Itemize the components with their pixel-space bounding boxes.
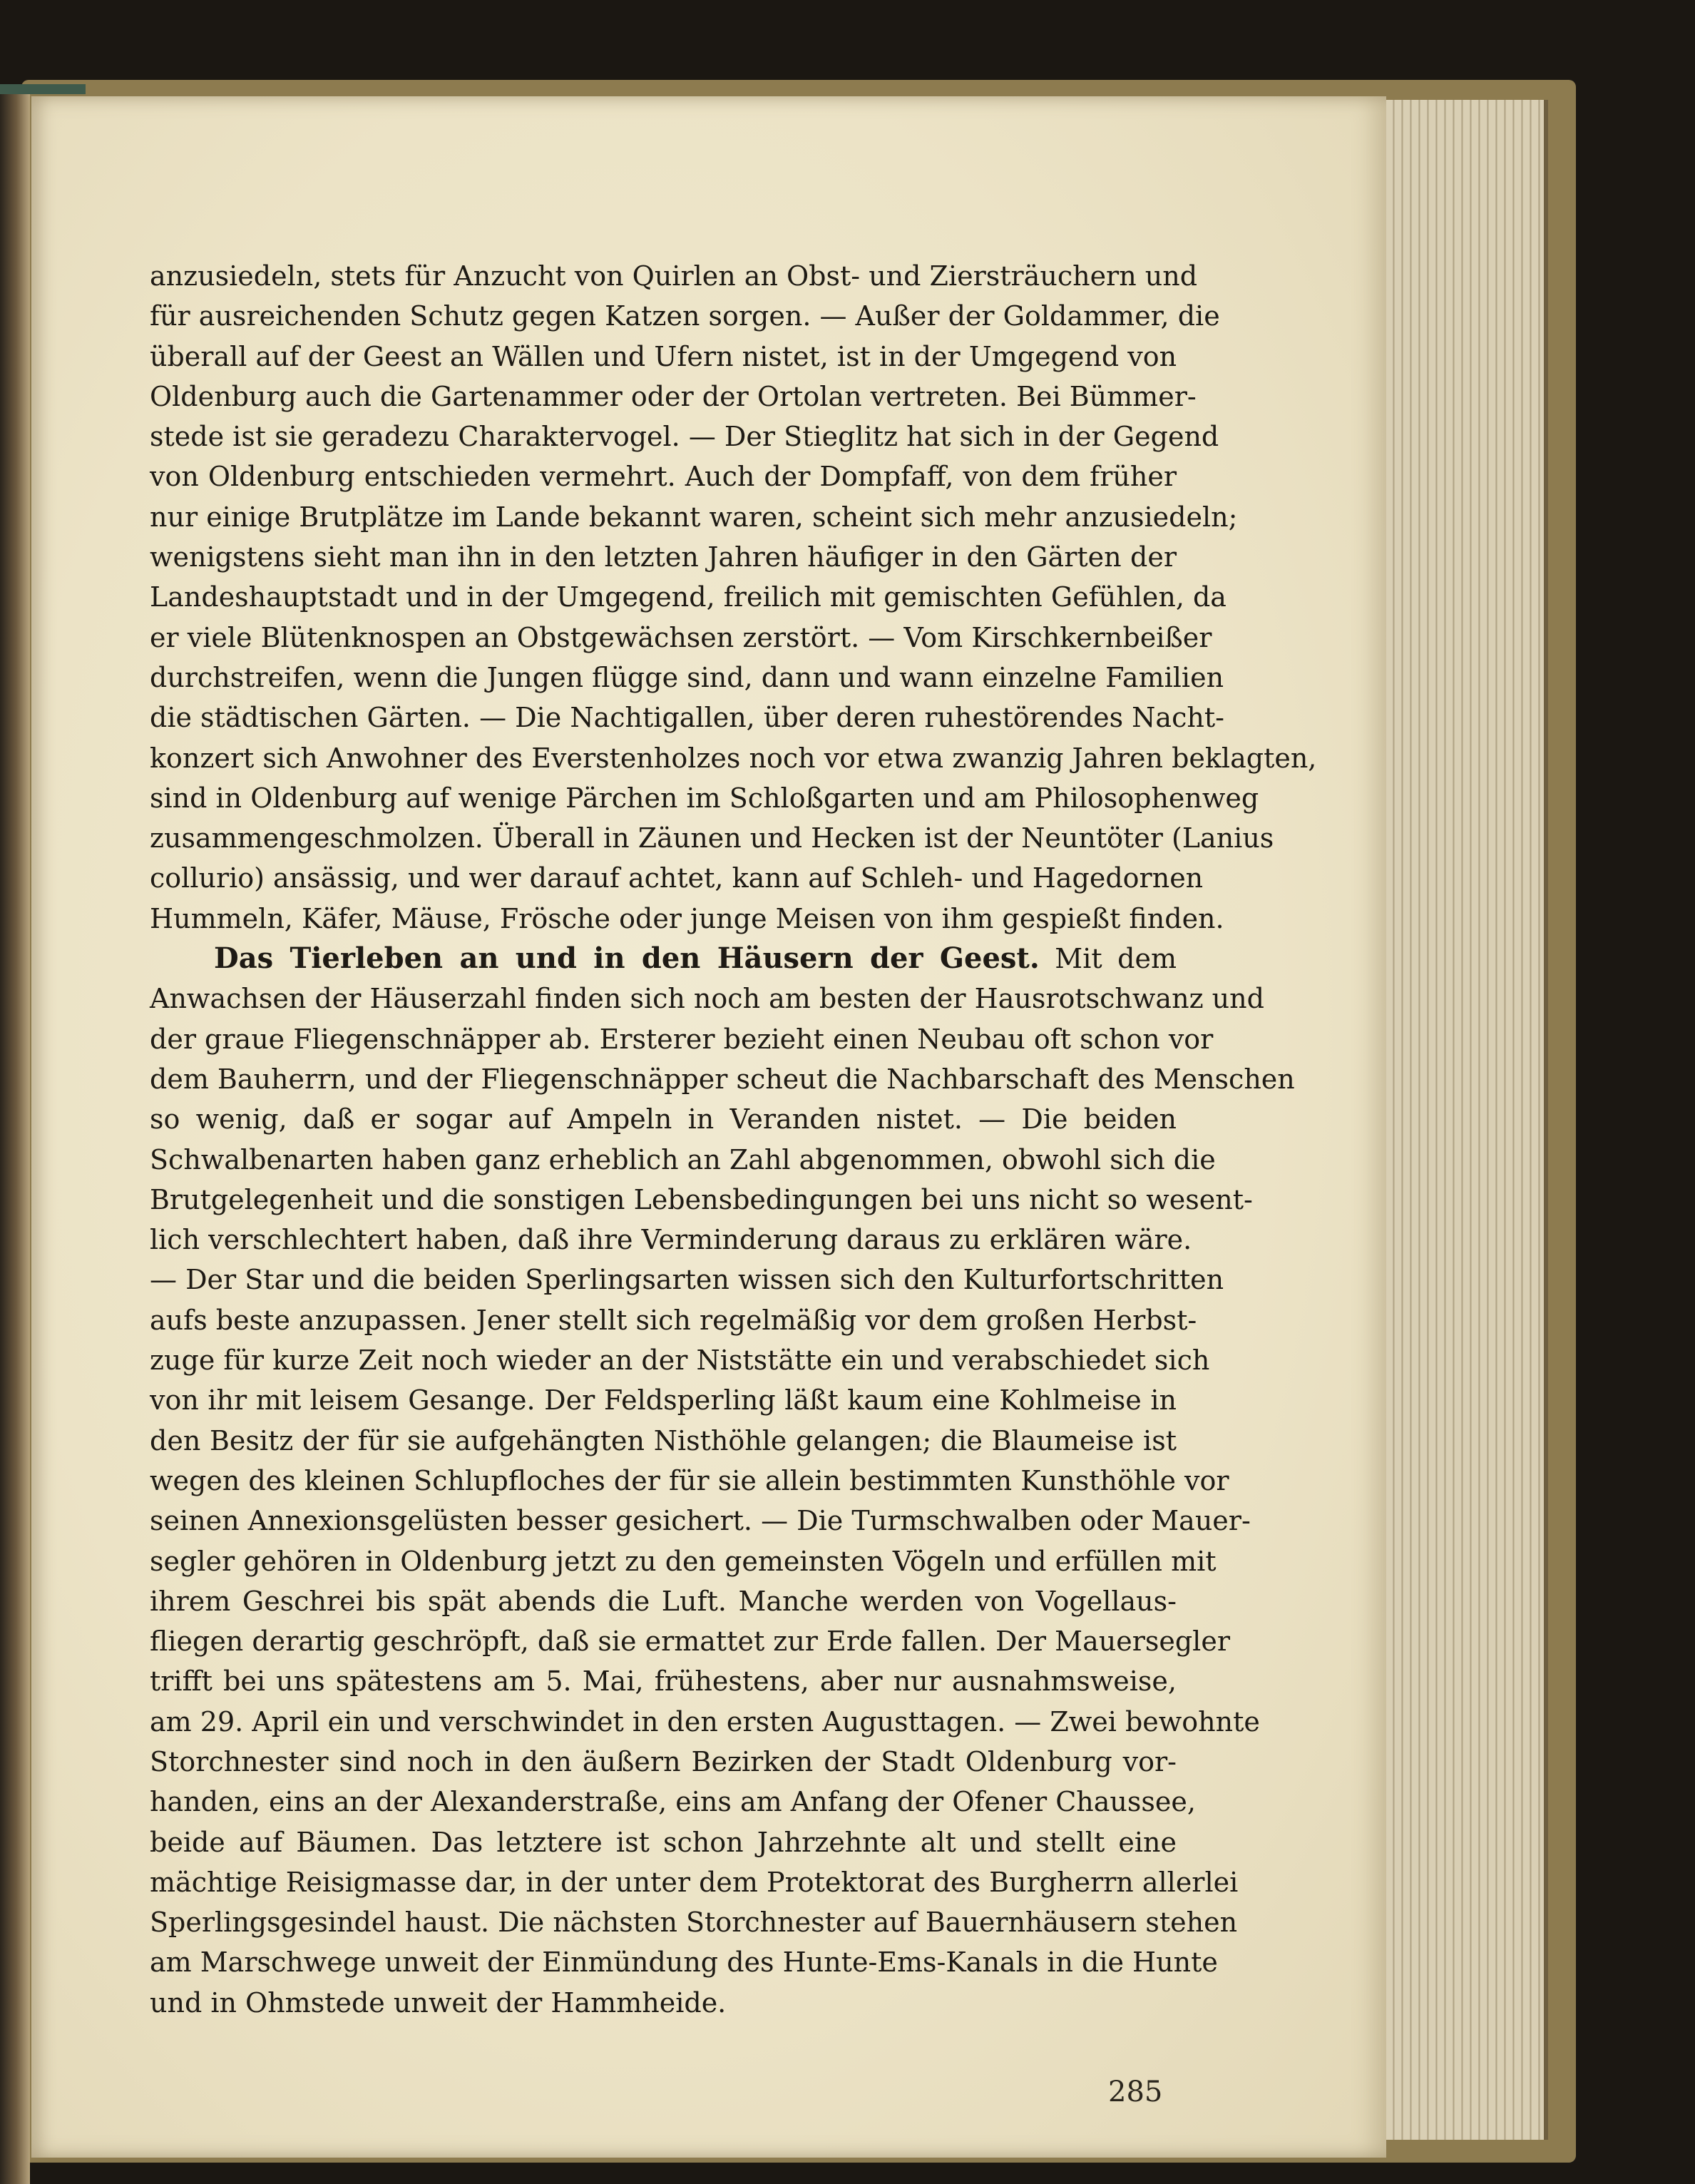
text-line: beide auf Bäumen. Das letztere ist schon Jahrzehnte alt und stellt eine — [150, 1826, 1177, 1858]
body-text — [150, 256, 1317, 2023]
section-heading-line — [150, 939, 1177, 979]
text-line: trifft bei uns spätestens am 5. Mai, frühestens, aber nur ausnahmsweise, — [150, 1665, 1177, 1698]
text-line: Storchnester sind noch in den äußern Bezirken der Stadt Oldenburg vor- — [150, 1745, 1177, 1777]
text-line: anzusiedeln, stets für Anzucht von Quirlen an Obst- und Ziersträuchern und — [150, 260, 1198, 292]
text-line: seinen Annexionsgelüsten besser gesichert. — Die Turmschwalben oder Mauer- — [150, 1505, 1251, 1537]
spine-strip — [0, 84, 86, 94]
text-line: segler gehören in Oldenburg jetzt zu den gemeinsten Vögeln und erfüllen mit — [150, 1545, 1217, 1577]
text-line: er viele Blütenknospen an Obstgewächsen zerstört. — Vom Kirschkernbeißer — [150, 621, 1212, 653]
text-line: zusammengeschmolzen. Überall in Zäunen und Hecken ist der Neuntöter (Lanius — [150, 822, 1274, 854]
text-line: am 29. April ein und verschwindet in den ersten Augusttagen. — Zwei bewohnte — [150, 1705, 1260, 1737]
text-line: — Der Star und die beiden Sperlingsarten wissen sich den Kulturfortschritten — [150, 1264, 1224, 1296]
text-line: Anwachsen der Häuserzahl finden sich noch am besten der Hausrotschwanz und — [150, 983, 1264, 1015]
text-line: Schwalbenarten haben ganz erheblich an Zahl abgenommen, obwohl sich die — [150, 1143, 1216, 1175]
text-line: für ausreichenden Schutz gegen Katzen sorgen. — Außer der Goldammer, die — [150, 300, 1220, 332]
text-line: am Marschwege unweit der Einmündung des Hunte-Ems-Kanals in die Hunte — [150, 1946, 1218, 1979]
text-line: die städtischen Gärten. — Die Nachtigallen, über deren ruhestörendes Nacht- — [150, 702, 1224, 734]
text-line: Landeshauptstadt und in der Umgegend, freilich mit gemischten Gefühlen, da — [150, 581, 1227, 613]
text-line: von Oldenburg entschieden vermehrt. Auch der Dompfaff, von dem früher — [150, 461, 1177, 493]
binding-edge — [0, 86, 30, 2184]
text-line: der graue Fliegenschnäpper ab. Ersterer bezieht einen Neubau oft schon vor — [150, 1023, 1214, 1055]
page-number: 285 — [1108, 2076, 1163, 2108]
text-line: collurio) ansässig, und wer darauf achtet, kann auf Schleh- und Hagedornen — [150, 862, 1204, 894]
text-line: stede ist sie geradezu Charaktervogel. — Der Stieglitz hat sich in der Gegend — [150, 421, 1219, 453]
text-line: Hummeln, Käfer, Mäuse, Frösche oder junge Meisen von ihm gespießt finden. — [150, 902, 1224, 934]
text-line: Sperlingsgesindel haust. Die nächsten Storchnester auf Bauernhäusern stehen — [150, 1907, 1238, 1939]
text-line: aufs beste anzupassen. Jener stellt sich regelmäßig vor dem großen Herbst- — [150, 1304, 1197, 1336]
text-line: Oldenburg auch die Gartenammer oder der Ortolan vertreten. Bei Bümmer- — [150, 380, 1197, 412]
text-line: wegen des kleinen Schlupfloches der für sie allein bestimmten Kunsthöhle vor — [150, 1464, 1229, 1496]
text-line: Brutgelegenheit und die sonstigen Lebensbedingungen bei uns nicht so wesent- — [150, 1183, 1253, 1215]
text-line: so wenig, daß er sogar auf Ampeln in Veranden nistet. — Die beiden — [150, 1103, 1177, 1136]
text-line: lich verschlechtert haben, daß ihre Verminderung daraus zu erklären wäre. — [150, 1224, 1192, 1256]
text-line: sind in Oldenburg auf wenige Pärchen im Schloßgarten und am Philosophenweg — [150, 782, 1259, 814]
text-line: von ihr mit leisem Gesange. Der Feldsperling läßt kaum eine Kohlmeise in — [150, 1384, 1177, 1417]
text-line: den Besitz der für sie aufgehängten Nisthöhle gelangen; die Blaumeise ist — [150, 1424, 1177, 1456]
text-line: mächtige Reisigmasse dar, in der unter dem Protektorat des Burgherrn allerlei — [150, 1866, 1239, 1898]
text-line: ihrem Geschrei bis spät abends die Luft. Manche werden von Vogellaus- — [150, 1585, 1177, 1617]
page-stack-edge — [1369, 100, 1548, 2140]
text-line: und in Ohmstede unweit der Hammheide. — [150, 1986, 727, 2019]
text-line: zuge für kurze Zeit noch wieder an der Niststätte ein und verabschiedet sich — [150, 1344, 1210, 1377]
section-heading: Das Tierleben an und in den Häusern der Geest. — [214, 942, 1040, 976]
text-line: konzert sich Anwohner des Everstenholzes noch vor etwa zwanzig Jahren beklagten, — [150, 742, 1317, 774]
text-line: überall auf der Geest an Wällen und Ufern nistet, ist in der Umgegend von — [150, 340, 1177, 372]
text-line: handen, eins an der Alexanderstraße, eins am Anfang der Ofener Chaussee, — [150, 1786, 1196, 1818]
text-line: durchstreifen, wenn die Jungen flügge sind, dann und wann einzelne Familien — [150, 661, 1224, 693]
book-page — [31, 96, 1386, 2158]
text-line: wenigstens sieht man ihn in den letzten Jahren häufiger in den Gärten der — [150, 541, 1177, 573]
text-line: nur einige Brutplätze im Lande bekannt waren, scheint sich mehr anzusiedeln; — [150, 501, 1238, 533]
heading-continuation: Mit dem — [1039, 943, 1177, 975]
text-line: fliegen derartig geschröpft, daß sie ermattet zur Erde fallen. Der Mauersegler — [150, 1626, 1230, 1658]
text-line: dem Bauherrn, und der Fliegenschnäpper scheut die Nachbarschaft des Menschen — [150, 1063, 1295, 1095]
